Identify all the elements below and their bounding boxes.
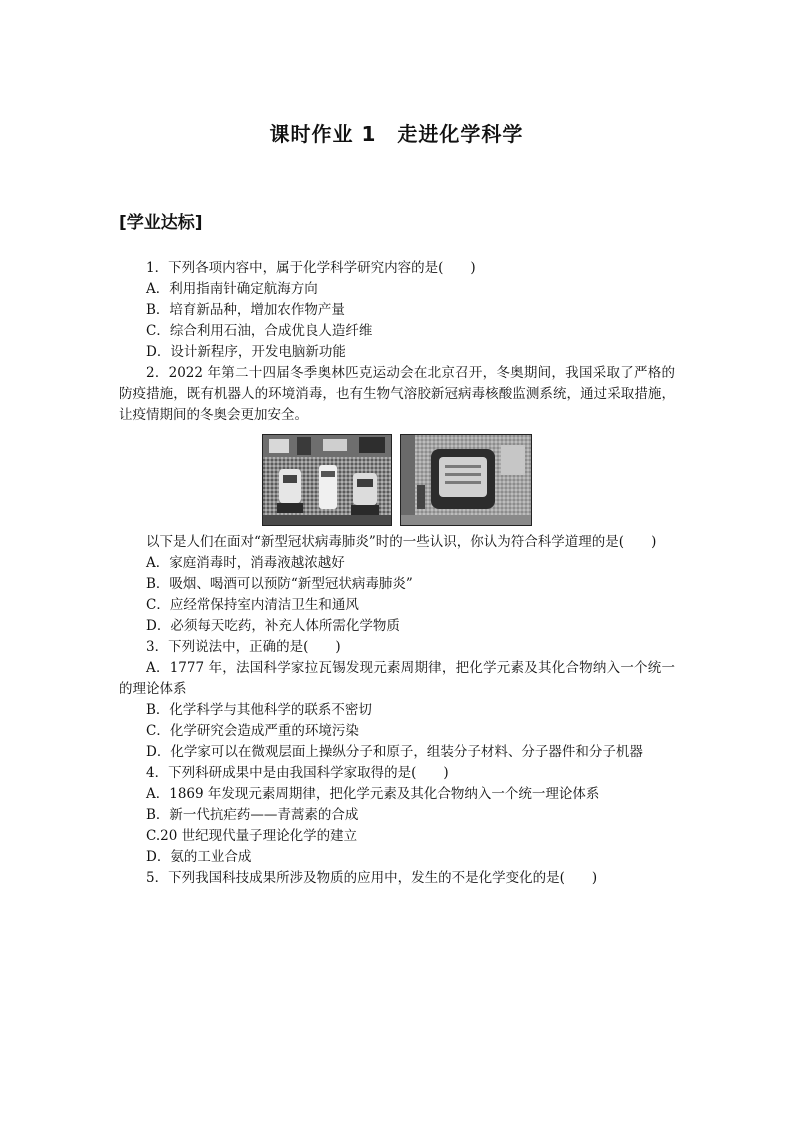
question-1-option-d: D．设计新程序，开发电脑新功能 (146, 344, 346, 360)
question-2-stem: 以下是人们在面对“新型冠状病毒肺炎”时的一些认识，你认为符合科学道理的是( ) (146, 534, 657, 550)
question-4-option-c: C.20 世纪现代量子理论化学的建立 (146, 828, 358, 844)
question-4-option-a: A．1869 年发现元素周期律，把化学元素及其化合物纳入一个统一理论体系 (146, 786, 600, 802)
question-3-option-d: D．化学家可以在微观层面上操纵分子和原子，组装分子材料、分子器件和分子机器 (146, 744, 643, 760)
question-3-option-a: A．1777 年，法国科学家拉瓦锡发现元素周期律，把化学元素及其化合物纳入一个统一的理论体系 (119, 660, 675, 697)
question-1-stem: 1．下列各项内容中，属于化学科学研究内容的是( ) (146, 260, 476, 276)
question-5-stem: 5．下列我国科技成果所涉及物质的应用中，发生的不是化学变化的是( ) (146, 870, 598, 886)
question-1-option-b: B．培育新品种，增加农作物产量 (146, 302, 345, 318)
question-2-intro: 2．2022 年第二十四届冬季奥林匹克运动会在北京召开，冬奥期间，我国采取了严格的防疫措施，既有机器人的环境消毒，也有生物气溶胶新冠病毒核酸监测系统，通过采取措施，让疫情期间的冬奥会更加安全。 (119, 365, 675, 423)
question-4-stem: 4．下列科研成果中是由我国科学家取得的是( ) (146, 765, 449, 781)
question-2-option-d: D．必须每天吃药，补充人体所需化学物质 (146, 618, 400, 634)
question-1-option-c: C．综合利用石油，合成优良人造纤维 (146, 323, 373, 339)
disinfection-robot-photo (262, 434, 392, 526)
monitoring-device-photo (400, 434, 532, 526)
question-2-option-c: C．应经常保持室内清洁卫生和通风 (146, 597, 359, 613)
question-2-option-b: B．吸烟、喝酒可以预防“新型冠状病毒肺炎” (146, 576, 413, 592)
section-heading: [学业达标] (119, 213, 203, 233)
question-2-figure (119, 434, 675, 526)
question-3-option-c: C．化学研究会造成严重的环境污染 (146, 723, 359, 739)
page-title: 课时作业 1 走进化学科学 (269, 122, 524, 146)
question-3-stem: 3．下列说法中，正确的是( ) (146, 639, 341, 655)
question-3-option-b: B．化学科学与其他科学的联系不密切 (146, 702, 372, 718)
document-body (119, 258, 675, 889)
question-4-option-b: B．新一代抗疟药——青蒿素的合成 (146, 807, 359, 823)
question-1-option-a: A．利用指南针确定航海方向 (146, 281, 318, 297)
question-4-option-d: D．氨的工业合成 (146, 849, 252, 865)
question-2-option-a: A．家庭消毒时，消毒液越浓越好 (146, 555, 345, 571)
